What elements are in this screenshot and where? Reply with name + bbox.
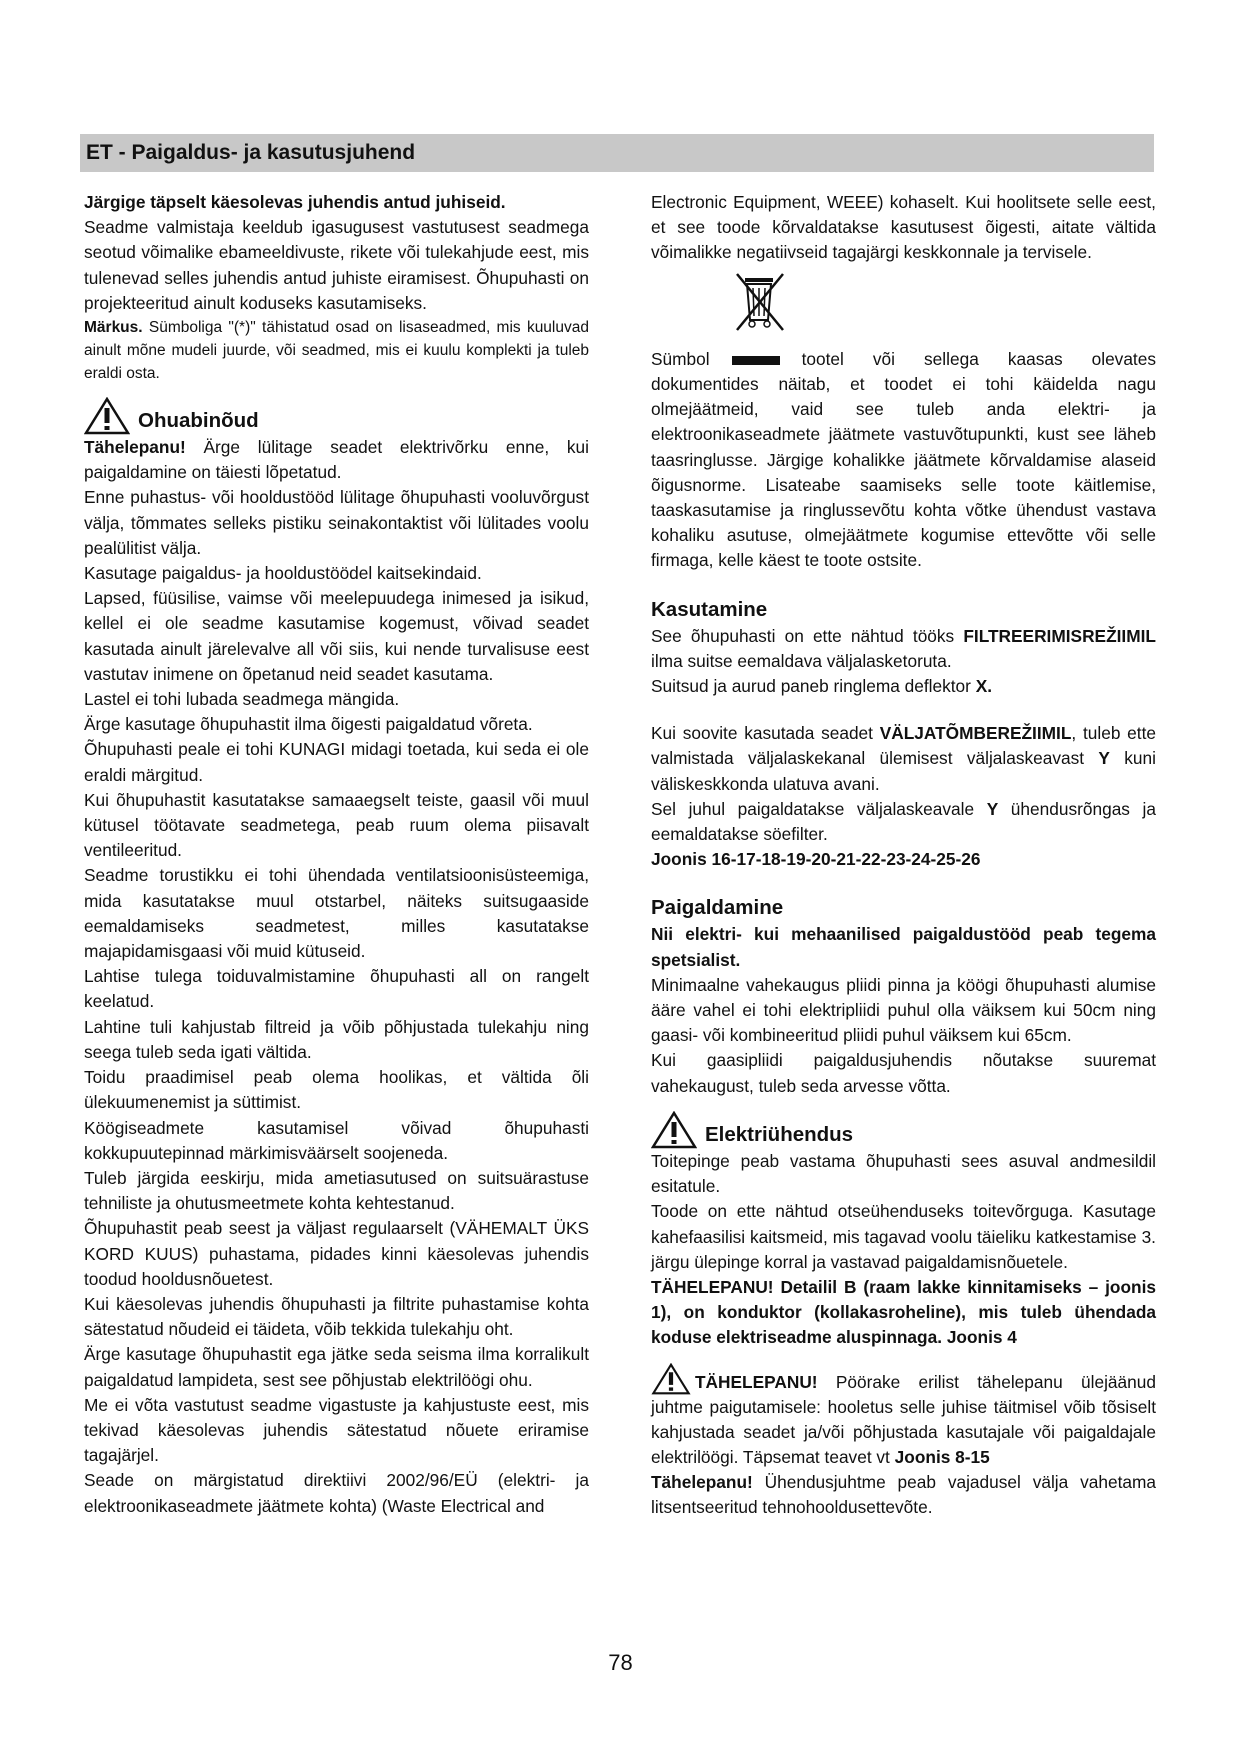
attention-paragraph [84, 435, 589, 485]
black-bar-symbol-icon [732, 356, 780, 365]
extraction-mode-term: VÄLJATÕMBEREŽIIMIL [879, 723, 1072, 744]
usage-text: Suitsud ja aurud paneb ringlema deflektor [651, 676, 976, 697]
warning-text: Pöörake erilist tähelepanu ülejäänud juhtme paigutamisele: hooletus selle juhise täitmisel võib tõsiselt kahjustada seadet ja/või põhjustada kasutajale või paigaldajale elektrilöögi. Täpsemat teavet vt [651, 1371, 1156, 1467]
attention-label: Tähelepanu! [84, 437, 186, 458]
installation-bold-note: Nii elektri- kui mehaanilised paigaldustööd peab tegema spetsialist. [651, 924, 1156, 970]
symbol-text: tootel või sellega kaasas olevates dokumentides näitab, et toodet ei tohi käidelda nagu olmejäätmeid, vaid see tuleb anda elektri- ja elektroonikaseadmete jäätmete vastuvõtupunkti, kust see läheb taasringlusse. Järgige kohalikke jäätmete kõrvaldamise alaseid õigusnorme. Lisateabe saamiseks selle toote käitlemise, taaskasutamise ja ringlussevõtu kohta võtke ühendust vastava kohaliku asutuse, olmejäätmete kogumise ettevõtte või selle firmaga, kelle käest te toote ostsite. [651, 348, 1156, 571]
outlet-label: Y [986, 798, 999, 819]
usage-paragraph [651, 721, 1156, 797]
usage-paragraph [651, 797, 1156, 847]
final-note-label: Tähelepanu! [651, 1472, 753, 1493]
final-note-paragraph [651, 1470, 1156, 1520]
safety-paragraph: Toidu praadimisel peab olema hoolikas, et vältida õli ülekuumenemist ja süttimist. [84, 1067, 589, 1113]
section-header-bar [80, 134, 1154, 172]
cable-warning-paragraph [651, 1363, 1156, 1471]
deflector-label: X. [975, 676, 993, 697]
warning-triangle-icon [84, 397, 130, 435]
section-title: ET - Paigaldus- ja kasutusjuhend [86, 141, 416, 164]
final-note-text: Ühendusjuhtme peab vajadusel välja vahetama litsentseeritud tehnohooldusettevõte. [651, 1472, 1156, 1518]
usage-paragraph [651, 624, 1156, 674]
electrical-heading-row [651, 1111, 1156, 1149]
left-column [84, 190, 589, 1519]
intro-text: Seadme valmistaja keeldub igasugusest vastutusest seadmega seotud võimalike ebameeldivuste, rikete või tulekahjude eest, mis tulenevad selles juhendis antud juhiste eiramisest. Õhupuhasti on projekteeritud ainult koduseks kasutamiseks. [84, 217, 589, 313]
warning-triangle-icon [651, 1363, 691, 1395]
safety-paragraph: Õhupuhastit peab seest ja väljast regulaarselt (VÄHEMALT ÜKS KORD KUUS) puhastama, pidades kinni käesolevas juhendis toodud hooldusnõuetest. [84, 1218, 589, 1289]
usage-paragraph [651, 674, 1156, 699]
electrical-bold-warning: TÄHELEPANU! Detailil B (raam lakke kinnitamiseks – joonis 1), on konduktor (kollakasroheline), mis tuleb ühendada koduse elektriseadme aluspinnaga. Joonis 4 [651, 1276, 1156, 1348]
usage-text: See õhupuhasti on ette nähtud tööks [651, 625, 964, 646]
safety-paragraph: Ärge kasutage õhupuhastit ega jätke seda seisma ilma korralikult paigaldatud lampideta, sest see põhjustab elektrilöögi ohu. [84, 1344, 589, 1390]
usage-text: ühendusrõngas ja eemaldatakse söefilter. [651, 798, 1156, 845]
note-text: Sümboliga "(*)" tähistatud osad on lisaseadmed, mis kuuluvad ainult mõne mudeli juurde, või seadmed, mis ei kuulu komplekti ja tuleb eraldi osta. [84, 319, 589, 383]
note-paragraph [84, 316, 589, 385]
note-label: Märkus. [84, 319, 143, 337]
filter-mode-term: FILTREERIMISREŽIIMIL [963, 625, 1156, 646]
safety-paragraph: Lapsed, füüsilise, vaimse või meelepuudega inimesed ja isikud, kellel ei ole seadme kasutamise kogemust, võivad seadet kasutada ainult järelevalve all või siis, kui nende turvalisuse eest vastutav inimene on õpetanud neid seadet kasutama. [84, 588, 589, 684]
safety-paragraph: Seade on märgistatud direktiivi 2002/96/EÜ (elektri- ja elektroonikaseadmete jäätmete kohta) (Waste Electrical and [84, 1470, 589, 1516]
safety-heading: Ohuabinõud [138, 409, 259, 433]
safety-paragraph: Me ei võta vastutust seadme vigastuste ja kahjustuste eest, mis tekivad käesolevas juhendis sätestatud nõuete eriramise tagajärjel. [84, 1394, 589, 1466]
warning-triangle-icon [651, 1111, 697, 1149]
installation-paragraph: Kui gaasipliidi paigaldusjuhendis nõutakse suuremat vahekaugust, tuleb seda arvesse võtta. [651, 1050, 1156, 1096]
outlet-label: Y [1098, 748, 1110, 769]
warning-label: TÄHELEPANU! [695, 1371, 818, 1392]
safety-paragraph: Ärge kasutage õhupuhastit ilma õigesti paigaldatud võreta. [84, 714, 533, 735]
safety-heading-row [84, 397, 589, 435]
warning-figure-reference: Joonis 8-15 [894, 1446, 990, 1467]
usage-text: kuni väliskeskkonda ulatuva avani. [651, 748, 1156, 794]
installation-paragraph: Minimaalne vahekaugus pliidi pinna ja köögi õhupuhasti alumise ääre vahel ei tohi elektripliidi puhul olla väiksem kui 50cm ning gaasi- või kombineeritud pliidi puhul väiksem kui 65cm. [651, 974, 1156, 1046]
usage-heading: Kasutamine [651, 597, 768, 621]
weee-text: Electronic Equipment, WEEE) kohaselt. Kui hoolitsete selle eest, et see toode kõrvaldatakse kasutusest õigesti, aitate vältida võimalikke negatiivseid tagajärgi keskkonnale ja tervisele. [651, 192, 1156, 263]
attention-text: Ärge lülitage seadet elektrivõrku enne, kui paigaldamine on täiesti lõpetatud. [84, 437, 589, 483]
electrical-heading: Elektriühendus [705, 1122, 854, 1146]
safety-paragraph: Lahtise tulega toiduvalmistamine õhupuhasti all on rangelt keelatud. [84, 966, 589, 1012]
safety-paragraph: Köögiseadmete kasutamisel võivad õhupuhasti kokkupuutepinnad märkimisväärselt soojeneda. [84, 1117, 589, 1163]
safety-paragraph: Enne puhastus- või hooldustööd lülitage õhupuhasti vooluvõrgust välja, tõmmates selleks pistiku seinakontaktist või lülitades voolu pealülitist välja. [84, 487, 589, 558]
safety-paragraph: Õhupuhasti peale ei tohi KUNAGI midagi toetada, kui seda ei ole eraldi märgitud. [84, 739, 589, 785]
electrical-paragraph: Toitepinge peab vastama õhupuhasti sees asuval andmesildil esitatule. [651, 1150, 1156, 1197]
intro-heading: Järgige täpselt käesolevas juhendis antud juhiseid. [84, 192, 506, 212]
usage-text: ilma suitse eemaldava väljalasketoruta. [651, 650, 952, 671]
usage-figure-reference: Joonis 16-17-18-19-20-21-22-23-24-25-26 [651, 849, 981, 870]
safety-paragraph: Kasutage paigaldus- ja hooldustöödel kaitsekindaid. [84, 563, 482, 584]
right-column [651, 190, 1156, 1521]
safety-paragraph: Lastel ei tohi lubada seadmega mängida. [84, 689, 400, 710]
safety-paragraph: Kui käesolevas juhendis õhupuhasti ja filtrite puhastamise kohta sätestatud nõudeid ei täideta, võib tekkida tulekahju oht. [84, 1293, 589, 1340]
page-number: 78 [608, 1650, 633, 1675]
crossed-bin-icon [731, 270, 791, 340]
safety-paragraph: Seadme torustikku ei tohi ühendada ventilatsioonisüsteemiga, mida kasutatakse muul otstarbel, näiteks suitsugaaside eemaldamiseks seadmetest, milles kasutatakse majapidamisgaasi või muid kütuseid. [84, 865, 589, 962]
safety-paragraph: Tuleb järgida eeskirju, mida ametiasutused on suitsuärastuse tehniliste ja ohutusmeetmete kohta kehtestanud. [84, 1167, 589, 1214]
safety-paragraph: Kui õhupuhastit kasutatakse samaaegselt teiste, gaasil või muul kütusel töötavate seadmetega, peab ruum olema piisavalt ventileeritud. [84, 789, 589, 861]
usage-text: Sel juhul paigaldatakse väljalaskeavale [651, 798, 987, 819]
usage-text: Kui soovite kasutada seadet [651, 723, 880, 744]
electrical-paragraph: Toode on ette nähtud otseühenduseks toitevõrguga. Kasutage kahefaasilisi kaitsmeid, mis tagavad voolu täieliku katkestamise 3. järgu ülepinge korral ja vastavad paigaldamisnõuetele. [651, 1201, 1156, 1272]
symbol-paragraph [651, 347, 1156, 574]
installation-heading: Paigaldamine [651, 896, 784, 920]
safety-paragraph: Lahtine tuli kahjustab filtreid ja võib põhjustada tulekahju ning seega tuleb seda igati vältida. [84, 1016, 589, 1062]
usage-text: , tuleb ette valmistada väljalaskekanal ülemisest väljalaskeavast [651, 723, 1156, 769]
symbol-word: Sümbol [651, 348, 710, 369]
